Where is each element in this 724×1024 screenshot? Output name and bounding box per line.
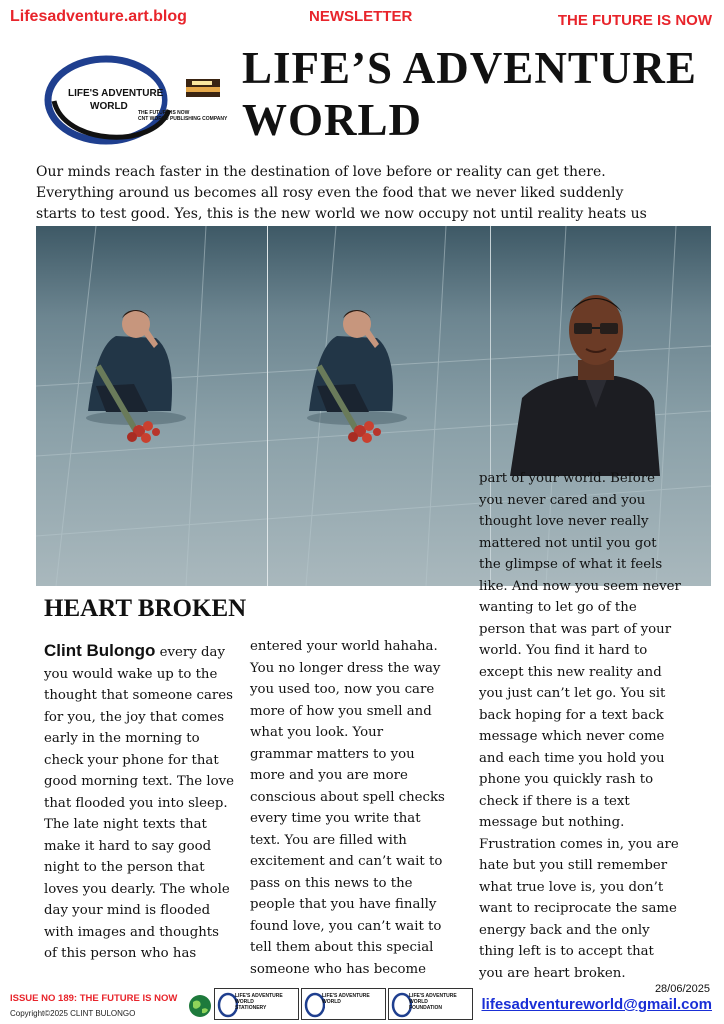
- logo-name: LIFE'S ADVENTURE WORLD: [68, 88, 164, 112]
- sad-man-flowers-illustration: [36, 226, 268, 586]
- section-label: NEWSLETTER: [309, 8, 413, 25]
- copyright: Copyright©2025 CLINT BULONGO: [10, 1009, 136, 1018]
- stationery-logo: LIFE'S ADVENTURE WORLD STATIONERY: [214, 988, 299, 1020]
- slogan: THE FUTURE IS NOW: [557, 12, 712, 29]
- sad-man-flowers-illustration: [269, 226, 491, 586]
- article-heading: HEART BROKEN: [44, 595, 247, 622]
- photo-sad-man-1: [36, 226, 268, 586]
- site-url[interactable]: Lifesadventure.art.blog: [10, 8, 187, 25]
- photo-sad-man-2: [269, 226, 491, 586]
- issue-label: ISSUE NO 189: THE FUTURE IS NOW: [10, 993, 178, 1004]
- article-column-2: entered your world hahaha. You no longer dress the way you used too, now you care more of how you smell and what you look. Your grammar matters to you more and you are more conscious about spell checks every time you write that text. You are filled with excitement and can’t wait to pass on this news to the people that you have finally found love, you can’t wait to tell them about this special someone who has become: [250, 639, 445, 977]
- foundation-logo: LIFE'S ADVENTURE WORLD FOUNDATION: [388, 988, 473, 1020]
- masthead-title: LIFE’S ADVENTURE WORLD: [242, 43, 697, 145]
- issue-date: 28/06/2025: [654, 983, 710, 995]
- logo-tagline: THE FUTURE IS NOW CNT WORLD PUBLISHING COMPANY: [138, 110, 228, 122]
- intro-paragraph: Our minds reach faster in the destination of love before or reality can get there. Everything around us becomes all rosy even the food that we never liked suddenly starts to test good. Yes, this is the new world we now occupy not until reality heats us: [36, 164, 647, 222]
- article-column-1: [44, 640, 236, 965]
- brand-logo: [44, 55, 239, 150]
- contact-email-link[interactable]: lifesadventureworld@gmail.com: [481, 996, 712, 1013]
- column-1-text: every day you would wake up to the thought that someone cares for you, the joy that comes early in the morning to check your phone for that good morning text. The love that flooded you into sleep. The late night texts that make it hard to say good night to the person that loves you dearly. The whole day your mind is flooded with images and thoughts of this person who has: [44, 645, 235, 961]
- globe-icon: [188, 994, 212, 1018]
- article-column-3: part of your world. Before you never cared and you thought love never really mattered not until you got the glimpse of what it feels like. And now you seem never wanting to let go of the person that was part of your world. You find it hard to except this new reality and you just can’t let go. You sit back hoping for a text back message which never come and each time you hold you phone you quickly rash to check if there is a text message but nothing. Frustration comes in, you are hate but you still remember what true love is, you don’t want to reciprocate the same energy back and the only thing left is to accept that you are heart broken.: [479, 471, 681, 981]
- author-name: Clint Bulongo: [44, 641, 156, 660]
- world-logo: LIFE'S ADVENTURE WORLD: [301, 988, 386, 1020]
